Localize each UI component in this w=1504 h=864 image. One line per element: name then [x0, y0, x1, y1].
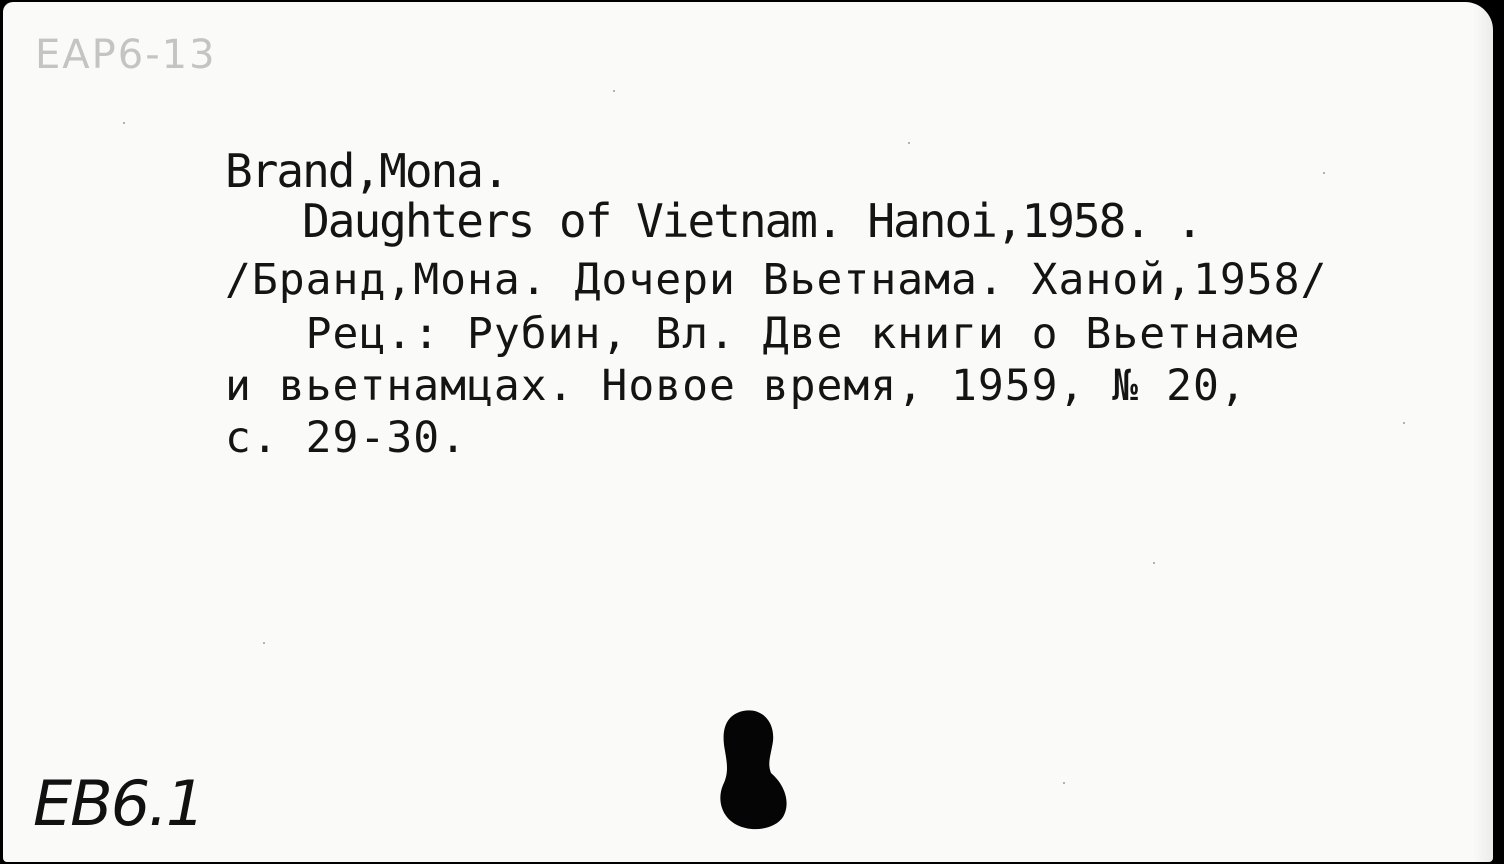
- paper-speck: [263, 642, 265, 644]
- russian-title-line: /Бранд,Мона. Дочери Вьетнама. Ханой,1958/: [225, 255, 1328, 305]
- review-line-1: Рец.: Рубин, Вл. Две книги о Вьетнаме: [225, 309, 1301, 359]
- catalog-card: [3, 2, 1493, 862]
- review-line-3: с. 29-30.: [225, 413, 467, 463]
- paper-speck: [908, 142, 910, 144]
- call-number-bottom: ЕВ6.1: [33, 767, 204, 840]
- review-line-2: и вьетнамцах. Новое время, 1959, № 20,: [225, 361, 1247, 411]
- author-line: Brand,Mona.: [225, 144, 508, 198]
- title-line: Daughters of Vietnam. Hanoi,1958. .: [225, 194, 1202, 248]
- paper-speck: [1323, 172, 1325, 174]
- card-edge-shadow: [1473, 2, 1493, 862]
- paper-speck: [1403, 422, 1405, 424]
- paper-speck: [613, 90, 615, 92]
- call-number-top: ЕАР6-13: [35, 32, 217, 78]
- paper-speck: [1063, 782, 1065, 784]
- paper-speck: [123, 122, 125, 124]
- paper-speck: [1153, 562, 1155, 564]
- punch-hole: [713, 707, 787, 831]
